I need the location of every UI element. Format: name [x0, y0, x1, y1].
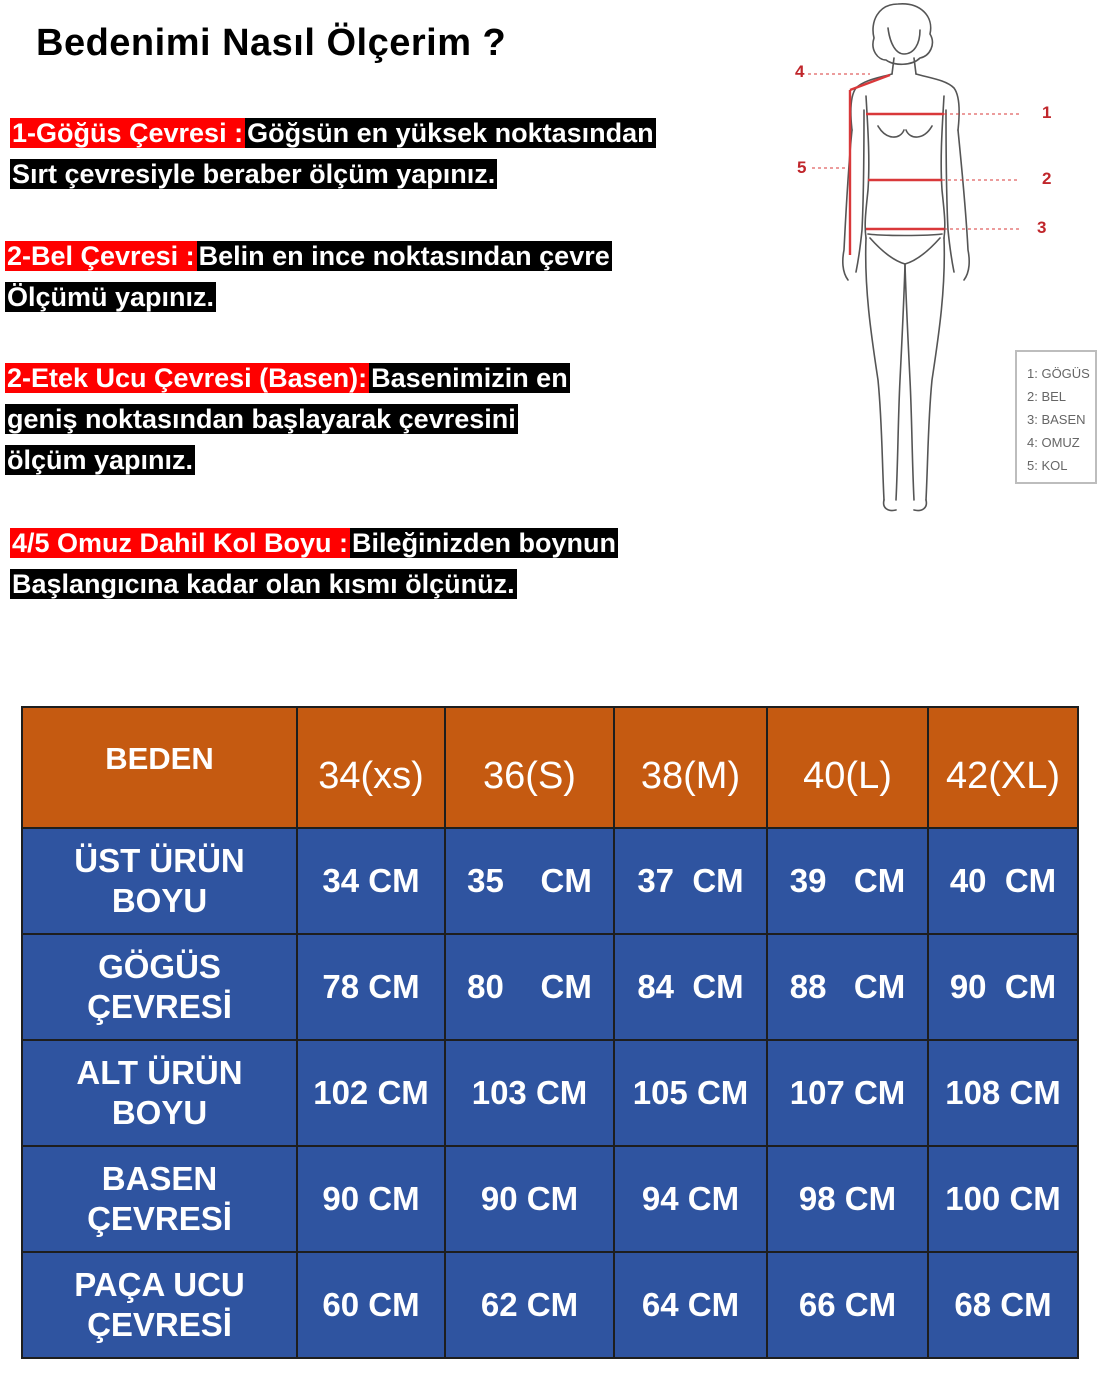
instruction-waist — [5, 236, 612, 318]
table-cell: 35 CM — [445, 828, 614, 934]
row-label: ALT ÜRÜN BOYU — [22, 1040, 297, 1146]
marker-2: 2 — [1042, 169, 1052, 188]
table-cell: 68 CM — [928, 1252, 1078, 1358]
table-cell: 88 CM — [767, 934, 928, 1040]
table-row — [22, 828, 1078, 934]
header-size: 34(xs) — [297, 707, 445, 828]
header-beden: BEDEN — [22, 707, 297, 828]
instruction-label: 2-Bel Çevresi : — [7, 241, 195, 271]
table-row — [22, 934, 1078, 1040]
table-cell: 107 CM — [767, 1040, 928, 1146]
instruction-label: 1-Göğüs Çevresi : — [12, 118, 244, 148]
legend-item: 5: KOL — [1027, 458, 1068, 473]
instruction-text: Bileğinizden boynun — [352, 528, 617, 558]
instruction-line — [10, 523, 618, 564]
table-cell: 34 CM — [297, 828, 445, 934]
instruction-text: Başlangıcına kadar olan kısmı ölçünüz. — [12, 569, 515, 599]
marker-5: 5 — [797, 158, 807, 177]
table-cell: 90 CM — [928, 934, 1078, 1040]
legend-item: 1: GÖGÜS — [1027, 366, 1090, 381]
table-cell: 103 CM — [445, 1040, 614, 1146]
instruction-line — [10, 154, 656, 195]
instruction-text: Basenimizin en — [371, 363, 568, 393]
instruction-text: Göğsün en yüksek noktasından — [247, 118, 654, 148]
row-label: BASEN ÇEVRESİ — [22, 1146, 297, 1252]
instruction-hip — [5, 358, 570, 481]
instruction-text: Belin en ince noktasından çevre — [198, 241, 610, 271]
table-cell: 37 CM — [614, 828, 767, 934]
body-measurement-figure — [790, 0, 1020, 520]
table-cell: 108 CM — [928, 1040, 1078, 1146]
shoulder-line — [850, 75, 890, 90]
instruction-line — [10, 113, 656, 154]
table-row — [22, 1040, 1078, 1146]
table-cell: 100 CM — [928, 1146, 1078, 1252]
instruction-chest — [10, 113, 656, 195]
instruction-line — [5, 358, 570, 399]
instruction-text: ölçüm yapınız. — [7, 445, 194, 475]
table-row — [22, 1146, 1078, 1252]
header-size: 40(L) — [767, 707, 928, 828]
table-cell: 62 CM — [445, 1252, 614, 1358]
table-cell: 90 CM — [297, 1146, 445, 1252]
table-cell: 40 CM — [928, 828, 1078, 934]
table-header-row — [22, 707, 1078, 828]
table-cell: 90 CM — [445, 1146, 614, 1252]
measurement-legend — [1015, 350, 1097, 484]
legend-item: 3: BASEN — [1027, 412, 1086, 427]
row-label: GÖGÜS ÇEVRESİ — [22, 934, 297, 1040]
instruction-line — [5, 277, 612, 318]
legend-item: 4: OMUZ — [1027, 435, 1080, 450]
instruction-text: Sırt çevresiyle beraber ölçüm yapınız. — [12, 159, 496, 189]
table-cell: 60 CM — [297, 1252, 445, 1358]
header-size: 36(S) — [445, 707, 614, 828]
table-cell: 94 CM — [614, 1146, 767, 1252]
table-cell: 78 CM — [297, 934, 445, 1040]
legend-item: 2: BEL — [1027, 389, 1067, 404]
table-cell: 64 CM — [614, 1252, 767, 1358]
instruction-line — [5, 399, 570, 440]
instruction-text: Ölçümü yapınız. — [7, 282, 215, 312]
row-label: PAÇA UCU ÇEVRESİ — [22, 1252, 297, 1358]
row-label: ÜST ÜRÜN BOYU — [22, 828, 297, 934]
instruction-line — [5, 236, 612, 277]
page-title: Bedenimi Nasıl Ölçerim ? — [36, 22, 507, 64]
table-cell: 84 CM — [614, 934, 767, 1040]
instruction-arm — [10, 523, 618, 605]
instruction-line — [10, 564, 618, 605]
table-cell: 66 CM — [767, 1252, 928, 1358]
marker-1: 1 — [1042, 103, 1052, 122]
header-size: 42(XL) — [928, 707, 1078, 828]
marker-4: 4 — [795, 62, 805, 81]
instruction-text: geniş noktasından başlayarak çevresini — [7, 404, 516, 434]
table-cell: 98 CM — [767, 1146, 928, 1252]
table-cell: 39 CM — [767, 828, 928, 934]
table-cell: 102 CM — [297, 1040, 445, 1146]
marker-3: 3 — [1037, 218, 1047, 237]
body-outline — [843, 4, 969, 511]
instruction-line — [5, 440, 570, 481]
table-row — [22, 1252, 1078, 1358]
marker-leaders — [808, 74, 1020, 229]
table-cell: 80 CM — [445, 934, 614, 1040]
instruction-label: 2-Etek Ucu Çevresi (Basen): — [7, 363, 368, 393]
size-chart-table — [21, 706, 1079, 1359]
instruction-label: 4/5 Omuz Dahil Kol Boyu : — [12, 528, 349, 558]
header-size: 38(M) — [614, 707, 767, 828]
table-cell: 105 CM — [614, 1040, 767, 1146]
